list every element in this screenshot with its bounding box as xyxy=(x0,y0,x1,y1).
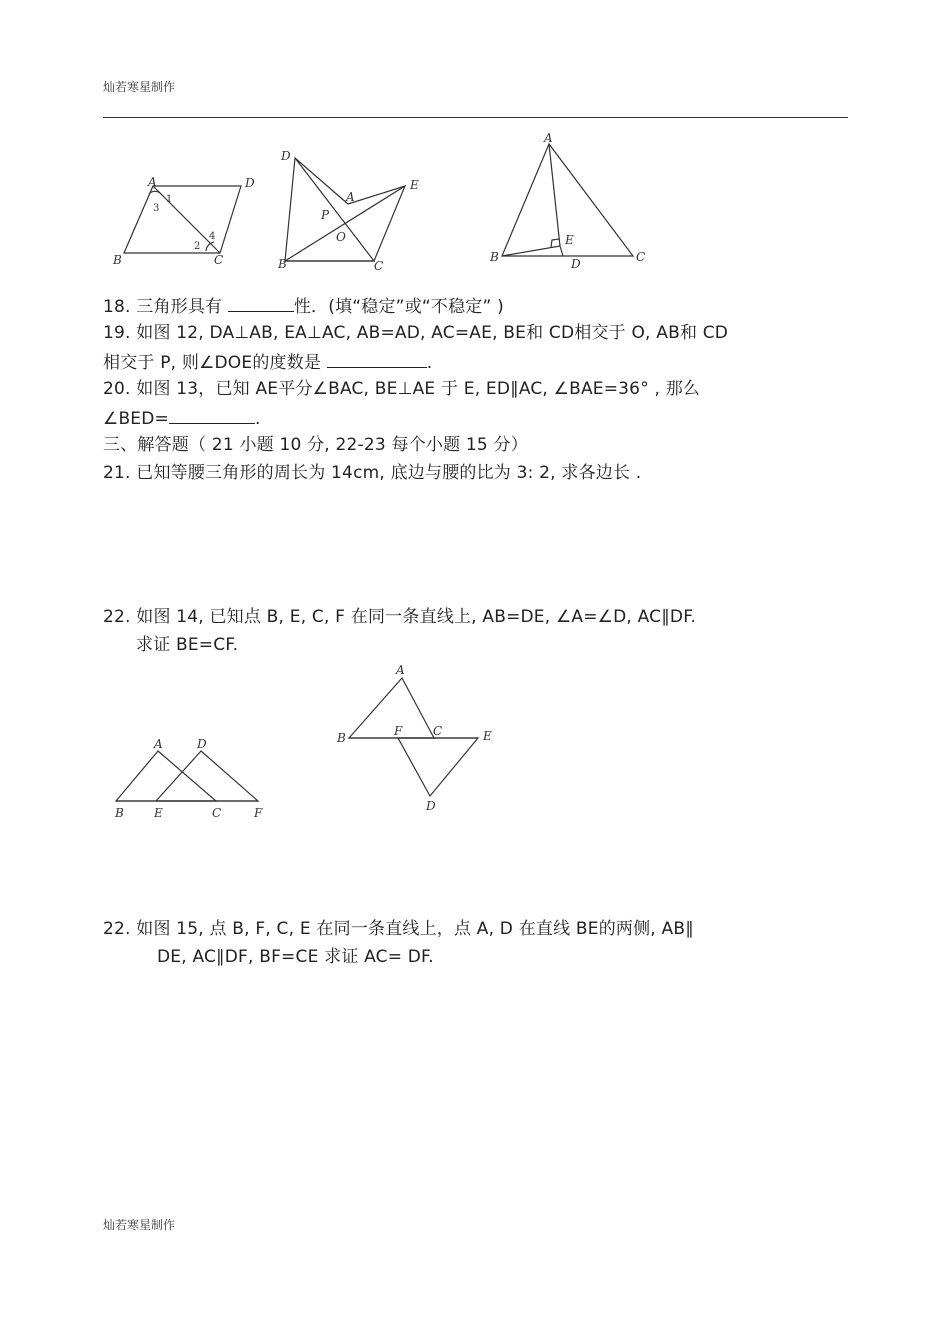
page-header: 灿若寒星制作 xyxy=(103,80,176,94)
question-22a-line1: 22. 如图 14, 已知点 B, E, C, F 在同一条直线上, AB=DE, ∠A=∠D, AC∥DF. xyxy=(103,607,697,627)
question-20-line2 xyxy=(103,405,261,431)
fig1-label-B: B xyxy=(113,253,122,267)
question-19-line1: 19. 如图 12, DA⊥AB, EA⊥AC, AB=AD, AC=AE, BE和 CD相交于 O, AB和 CD xyxy=(103,323,729,343)
fig5-label-B: B xyxy=(337,731,346,745)
q18-prefix: 18. 三角形具有 xyxy=(103,297,228,317)
fig4-label-F: F xyxy=(254,806,263,820)
fig1-label-3: 3 xyxy=(153,203,160,214)
fig5-label-A: A xyxy=(396,663,405,677)
figure-crossed-triangles xyxy=(278,146,428,274)
figure-parallelogram xyxy=(108,172,268,272)
q18-suffix: 性．(填“稳定”或“不稳定” ) xyxy=(293,297,504,317)
fig1-label-A: A xyxy=(148,175,157,189)
question-18 xyxy=(103,293,504,319)
figure-14 xyxy=(108,733,268,823)
figure-15 xyxy=(332,660,507,818)
q19-period: . xyxy=(426,353,433,373)
q20-period: . xyxy=(254,409,261,429)
fig1-label-D: D xyxy=(245,176,255,190)
question-21: 21. 已知等腰三角形的周长为 14cm, 底边与腰的比为 3: 2, 求各边长 . xyxy=(103,463,642,483)
q20-answer-blank[interactable] xyxy=(169,405,255,424)
fig4-label-B: B xyxy=(115,806,124,820)
fig3-label-A: A xyxy=(544,131,553,145)
fig5-label-E: E xyxy=(483,729,492,743)
fig1-label-4: 4 xyxy=(209,231,216,242)
fig2-label-P: P xyxy=(321,208,330,222)
fig4-label-A: A xyxy=(154,737,163,751)
q20-line2-text: ∠BED= xyxy=(103,409,169,429)
question-22b-line1: 22. 如图 15, 点 B, F, C, E 在同一条直线上，点 A, D 在直线 BE的两侧, AB∥ xyxy=(103,919,694,939)
q19-answer-blank[interactable] xyxy=(327,349,427,368)
fig2-label-A: A xyxy=(346,190,355,204)
fig2-label-C: C xyxy=(374,259,384,273)
fig4-label-D: D xyxy=(197,737,207,751)
q18-answer-blank[interactable] xyxy=(228,293,294,312)
fig2-label-O: O xyxy=(336,230,346,244)
question-22b-line2: DE, AC∥DF, BF=CE 求证 AC= DF. xyxy=(157,947,434,967)
fig5-label-C: C xyxy=(433,724,443,738)
fig2-label-D: D xyxy=(281,149,291,163)
fig3-label-C: C xyxy=(636,250,646,264)
q19-line2-text: 相交于 P, 则∠DOE的度数是 xyxy=(103,353,327,373)
fig5-label-F: F xyxy=(394,724,403,738)
fig2-label-E: E xyxy=(410,178,419,192)
fig1-label-C: C xyxy=(214,253,224,267)
figure-triangle-bisector xyxy=(485,130,655,270)
header-rule xyxy=(103,117,848,118)
fig2-label-B: B xyxy=(278,257,287,271)
fig3-label-D: D xyxy=(571,257,581,270)
question-19-line2 xyxy=(103,349,432,375)
fig1-label-2: 2 xyxy=(194,241,201,252)
fig4-label-E: E xyxy=(154,806,163,820)
fig3-label-E: E xyxy=(565,233,574,247)
question-22a-line2: 求证 BE=CF. xyxy=(136,635,239,655)
question-20-line1: 20. 如图 13，已知 AE平分∠BAC, BE⊥AE 于 E, ED∥AC, ∠BAE=36° , 那么 xyxy=(103,379,701,399)
fig3-label-B: B xyxy=(490,250,499,264)
fig4-label-C: C xyxy=(212,806,222,820)
fig5-label-D: D xyxy=(426,799,436,813)
fig1-label-1: 1 xyxy=(166,194,173,205)
section-3-heading: 三、解答题（ 21 小题 10 分, 22-23 每个小题 15 分） xyxy=(103,435,528,455)
page-footer: 灿若寒星制作 xyxy=(103,1218,176,1232)
